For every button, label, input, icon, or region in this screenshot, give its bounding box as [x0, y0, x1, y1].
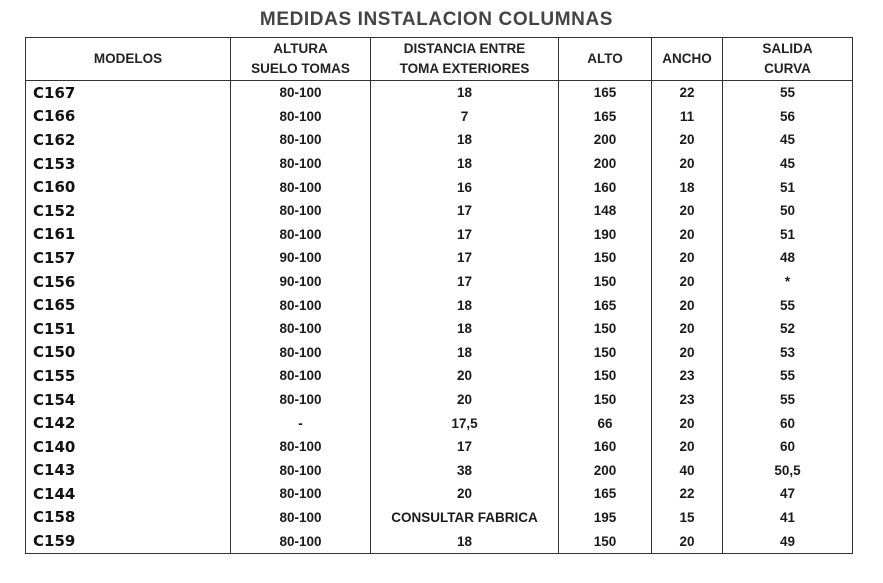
model-cell: C153 — [26, 152, 231, 176]
ancho-cell: 22 — [652, 482, 723, 506]
salida-cell: 52 — [723, 317, 853, 341]
header-salida-line-2: CURVA — [764, 61, 811, 76]
distancia-cell: 17 — [371, 199, 559, 223]
altura-cell: 80-100 — [231, 105, 371, 129]
model-cell: C152 — [26, 199, 231, 223]
alto-cell: 195 — [559, 506, 652, 530]
altura-cell: 80-100 — [231, 388, 371, 412]
ancho-cell: 20 — [652, 270, 723, 294]
altura-cell: 80-100 — [231, 223, 371, 247]
altura-cell: 80-100 — [231, 81, 371, 105]
table-row — [26, 105, 853, 129]
header-alto — [559, 38, 652, 81]
alto-cell: 150 — [559, 270, 652, 294]
ancho-cell: 20 — [652, 317, 723, 341]
distancia-cell: 18 — [371, 152, 559, 176]
alto-cell: 150 — [559, 388, 652, 412]
distancia-cell: 17,5 — [371, 411, 559, 435]
altura-cell: 80-100 — [231, 341, 371, 365]
table-row — [26, 270, 853, 294]
table-row — [26, 411, 853, 435]
ancho-cell: 20 — [652, 128, 723, 152]
model-cell: C156 — [26, 270, 231, 294]
table-row — [26, 152, 853, 176]
distancia-cell: 18 — [371, 529, 559, 553]
altura-cell: 90-100 — [231, 246, 371, 270]
alto-cell: 200 — [559, 128, 652, 152]
table-row — [26, 388, 853, 412]
alto-cell: 165 — [559, 482, 652, 506]
ancho-cell: 20 — [652, 199, 723, 223]
table-row — [26, 506, 853, 530]
ancho-cell: 20 — [652, 152, 723, 176]
alto-cell: 190 — [559, 223, 652, 247]
salida-cell: 55 — [723, 388, 853, 412]
model-cell: C162 — [26, 128, 231, 152]
model-cell: C157 — [26, 246, 231, 270]
salida-cell: 48 — [723, 246, 853, 270]
distancia-cell: 18 — [371, 81, 559, 105]
model-cell: C140 — [26, 435, 231, 459]
altura-cell: 80-100 — [231, 506, 371, 530]
model-cell: C144 — [26, 482, 231, 506]
salida-cell: 49 — [723, 529, 853, 553]
salida-cell: 55 — [723, 293, 853, 317]
model-cell: C161 — [26, 223, 231, 247]
altura-cell: 80-100 — [231, 128, 371, 152]
salida-cell: 60 — [723, 411, 853, 435]
table-row — [26, 459, 853, 483]
salida-cell: 41 — [723, 506, 853, 530]
ancho-cell: 23 — [652, 364, 723, 388]
model-cell: C160 — [26, 175, 231, 199]
model-cell: C142 — [26, 411, 231, 435]
ancho-cell: 20 — [652, 529, 723, 553]
alto-cell: 150 — [559, 317, 652, 341]
table-row — [26, 199, 853, 223]
alto-cell: 148 — [559, 199, 652, 223]
header-altura-line-1: ALTURA — [273, 41, 328, 56]
table-row — [26, 529, 853, 553]
salida-cell: 45 — [723, 152, 853, 176]
header-ancho — [652, 38, 723, 81]
model-cell: C158 — [26, 506, 231, 530]
altura-cell: 80-100 — [231, 293, 371, 317]
salida-cell: 53 — [723, 341, 853, 365]
ancho-cell: 40 — [652, 459, 723, 483]
salida-cell: 50 — [723, 199, 853, 223]
model-cell: C165 — [26, 293, 231, 317]
salida-cell: 45 — [723, 128, 853, 152]
salida-cell: 51 — [723, 223, 853, 247]
model-cell: C151 — [26, 317, 231, 341]
alto-cell: 66 — [559, 411, 652, 435]
table-row — [26, 341, 853, 365]
model-cell: C166 — [26, 105, 231, 129]
ancho-cell: 18 — [652, 175, 723, 199]
alto-cell: 150 — [559, 529, 652, 553]
ancho-cell: 15 — [652, 506, 723, 530]
header-salida-line-1: SALIDA — [762, 41, 813, 56]
altura-cell: 80-100 — [231, 364, 371, 388]
alto-cell: 165 — [559, 105, 652, 129]
model-cell: C155 — [26, 364, 231, 388]
table-row — [26, 317, 853, 341]
table-row — [26, 246, 853, 270]
distancia-cell: 20 — [371, 388, 559, 412]
altura-cell: 80-100 — [231, 529, 371, 553]
salida-cell: 56 — [723, 105, 853, 129]
distancia-cell: 18 — [371, 317, 559, 341]
altura-cell: 80-100 — [231, 199, 371, 223]
altura-cell: 80-100 — [231, 175, 371, 199]
alto-cell: 165 — [559, 81, 652, 105]
alto-cell: 200 — [559, 152, 652, 176]
ancho-cell: 22 — [652, 81, 723, 105]
table-row — [26, 175, 853, 199]
distancia-cell: CONSULTAR FABRICA — [371, 506, 559, 530]
salida-cell: 60 — [723, 435, 853, 459]
distancia-cell: 7 — [371, 105, 559, 129]
table-row — [26, 128, 853, 152]
altura-cell: 90-100 — [231, 270, 371, 294]
distancia-cell: 38 — [371, 459, 559, 483]
altura-cell: 80-100 — [231, 317, 371, 341]
salida-cell: 47 — [723, 482, 853, 506]
ancho-cell: 20 — [652, 246, 723, 270]
salida-cell: 50,5 — [723, 459, 853, 483]
altura-cell: 80-100 — [231, 482, 371, 506]
distancia-cell: 18 — [371, 341, 559, 365]
distancia-cell: 17 — [371, 435, 559, 459]
header-ancho-line-1: ANCHO — [662, 51, 712, 66]
ancho-cell: 20 — [652, 223, 723, 247]
header-altura-line-2: SUELO TOMAS — [251, 61, 350, 76]
model-cell: C154 — [26, 388, 231, 412]
header-distancia-line-2: TOMA EXTERIORES — [399, 61, 530, 76]
ancho-cell: 23 — [652, 388, 723, 412]
table-row — [26, 364, 853, 388]
salida-cell: 51 — [723, 175, 853, 199]
distancia-cell: 18 — [371, 293, 559, 317]
table-row — [26, 482, 853, 506]
altura-cell: 80-100 — [231, 152, 371, 176]
header-alto-line-1: ALTO — [587, 51, 623, 66]
distancia-cell: 18 — [371, 128, 559, 152]
distancia-cell: 17 — [371, 246, 559, 270]
header-distancia-line-1: DISTANCIA ENTRE — [403, 41, 526, 56]
distancia-cell: 20 — [371, 482, 559, 506]
distancia-cell: 16 — [371, 175, 559, 199]
header-modelos-line-1: MODELOS — [93, 51, 163, 66]
table-row — [26, 293, 853, 317]
header-altura — [231, 38, 371, 81]
alto-cell: 150 — [559, 246, 652, 270]
table-row — [26, 435, 853, 459]
salida-cell: 55 — [723, 364, 853, 388]
alto-cell: 150 — [559, 341, 652, 365]
altura-cell: - — [231, 411, 371, 435]
altura-cell: 80-100 — [231, 435, 371, 459]
header-modelos — [26, 38, 231, 81]
distancia-cell: 20 — [371, 364, 559, 388]
ancho-cell: 20 — [652, 293, 723, 317]
ancho-cell: 11 — [652, 105, 723, 129]
header-row — [26, 38, 853, 81]
alto-cell: 200 — [559, 459, 652, 483]
ancho-cell: 20 — [652, 435, 723, 459]
model-cell: C159 — [26, 529, 231, 553]
alto-cell: 150 — [559, 364, 652, 388]
table-row — [26, 223, 853, 247]
alto-cell: 165 — [559, 293, 652, 317]
model-cell: C167 — [26, 81, 231, 105]
model-cell: C150 — [26, 341, 231, 365]
alto-cell: 160 — [559, 435, 652, 459]
salida-cell: * — [723, 270, 853, 294]
page-title: MEDIDAS INSTALACION COLUMNAS — [259, 9, 614, 30]
table-row — [26, 81, 853, 105]
measurements-table — [25, 37, 853, 554]
table-body — [26, 81, 853, 554]
ancho-cell: 20 — [652, 341, 723, 365]
distancia-cell: 17 — [371, 223, 559, 247]
model-cell: C143 — [26, 459, 231, 483]
alto-cell: 160 — [559, 175, 652, 199]
altura-cell: 80-100 — [231, 459, 371, 483]
header-distancia — [371, 38, 559, 81]
ancho-cell: 20 — [652, 411, 723, 435]
salida-cell: 55 — [723, 81, 853, 105]
header-salida — [723, 38, 853, 81]
distancia-cell: 17 — [371, 270, 559, 294]
